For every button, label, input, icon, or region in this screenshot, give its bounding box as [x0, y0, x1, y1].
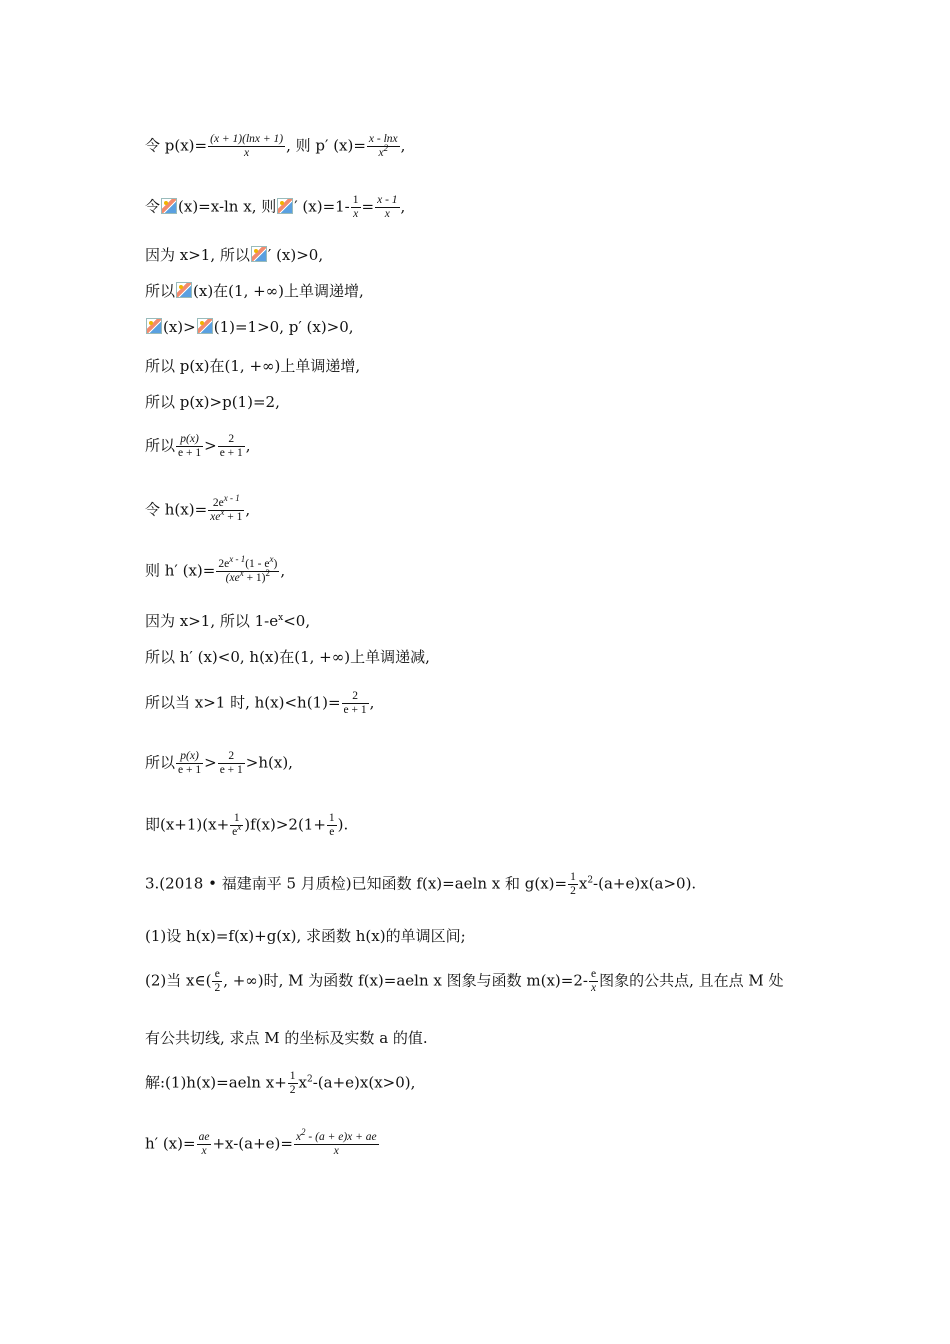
fraction: $\frac{(x + 1)(\ln x + 1)}{x}$ [210, 133, 284, 159]
fraction: $\frac{e}{2}$ [214, 968, 221, 994]
math-line: 令 (x)=x-ln x, 则 ′ (x)=1- $\frac{1}{x}$ = $\frac{x - 1}{x}$ , [145, 194, 406, 220]
math-line: 所以当 x>1 时, h(x)<h(1)= $\frac{2}{e + 1}$ , [145, 690, 375, 716]
fraction: $\frac{x^2 - (a + e)x + ae}{x}$ [295, 1127, 377, 1157]
fraction: $\frac{x - \ln x}{x^2}$ [368, 133, 398, 159]
fraction: $\frac{ae}{x}$ [198, 1131, 210, 1157]
math-line: 令 h(x)= $\frac{2e^{x - 1}}{xe^x + 1}$ , [145, 493, 251, 523]
math-line: h′ (x)= $\frac{ae}{x}$ +x-(a+e)= $\frac{x^2 - (a + e)x + ae}{x}$ [145, 1127, 377, 1157]
fraction: $\frac{2e^{x - 1}(1 - e^x)}{(xe^x + 1)^2}$ [218, 554, 278, 584]
fraction: $\frac{1}{e}$ [328, 812, 335, 838]
text-line: 所以 (x)在(1, +∞)上单调递增, [145, 282, 364, 300]
fraction: $\frac{1}{x}$ [352, 194, 359, 220]
fraction: $\frac{p(x)}{e + 1}$ [178, 433, 202, 459]
text-line: 所以 h′ (x)<0, h(x)在(1, +∞)上单调递减, [145, 648, 430, 666]
fraction: $\frac{x - 1}{x}$ [377, 194, 398, 220]
fraction: $\frac{2}{e + 1}$ [343, 690, 367, 716]
math-line: 则 h′ (x)= $\frac{2e^{x - 1}(1 - e^x)}{(xe^x + 1)^2}$ , [145, 554, 286, 584]
text-line: 有公共切线, 求点 M 的坐标及实数 a 的值. [145, 1029, 428, 1047]
problem-statement: 3.(2018 • 福建南平 5 月质检)已知函数 f(x)=aeln x 和 g(x)= $\frac{1}{2}$ $x^2-(a+e)x(a>0)$. [145, 871, 697, 897]
math-line: 所以 $\frac{p(x)}{e + 1}$ > $\frac{2}{e + 1}$ , [145, 433, 251, 459]
text-line: 所以 p(x)在(1, +∞)上单调递增, [145, 357, 361, 375]
fraction: $\frac{e}{x}$ [590, 968, 597, 994]
text-line: 因为 x>1, 所以 $1-e^x<0$, [145, 612, 311, 630]
text-line: 所以 p(x)>p(1)=2, [145, 393, 280, 411]
text-line: (x)> (1)=1>0, p′ (x)>0, [145, 318, 354, 336]
formula-image-icon [277, 198, 293, 214]
math-line: 解:(1)h(x)=aeln x+ $\frac{1}{2}$ $x^2-(a+e)x(x>0)$, [145, 1070, 416, 1096]
fraction: $\frac{1}{2}$ [289, 1070, 296, 1096]
formula-image-icon [251, 246, 267, 262]
fraction: $\frac{1}{2}$ [570, 871, 576, 897]
math-line: 令 p(x)= $\frac{(x + 1)(\ln x + 1)}{x}$ , 则 p′ (x)= $\frac{x - \ln x}{x^2}$ , [145, 133, 406, 159]
text-line: 因为 x>1, 所以 ′ (x)>0, [145, 246, 324, 264]
formula-image-icon [176, 282, 192, 298]
fraction: $\frac{2}{e + 1}$ [219, 433, 243, 459]
formula-image-icon [146, 318, 162, 334]
fraction: $\frac{p(x)}{e + 1}$ [178, 750, 202, 776]
fraction: $\frac{2}{e + 1}$ [219, 750, 243, 776]
math-line: (2)当 x∈( $\frac{e}{2}$ , +∞)时, M 为函数 f(x)=aeln x 图象与函数 m(x)=2- $\frac{e}{x}$ 图象的公共点, 且在点 M 处 [145, 968, 784, 994]
fraction: $\frac{2e^{x - 1}}{xe^x + 1}$ [210, 493, 243, 523]
formula-image-icon [197, 318, 213, 334]
formula-image-icon [161, 198, 177, 214]
math-line: 即(x+1)(x+ $\frac{1}{e^x}$ )f(x)>2(1+ $\frac{1}{e}$ ). [145, 812, 349, 838]
text-line: (1)设 h(x)=f(x)+g(x), 求函数 h(x)的单调区间; [145, 927, 466, 945]
fraction: $\frac{1}{e^x}$ [232, 812, 242, 838]
math-line: 所以 $\frac{p(x)}{e + 1}$ > $\frac{2}{e + 1}$ >h(x), [145, 750, 293, 776]
